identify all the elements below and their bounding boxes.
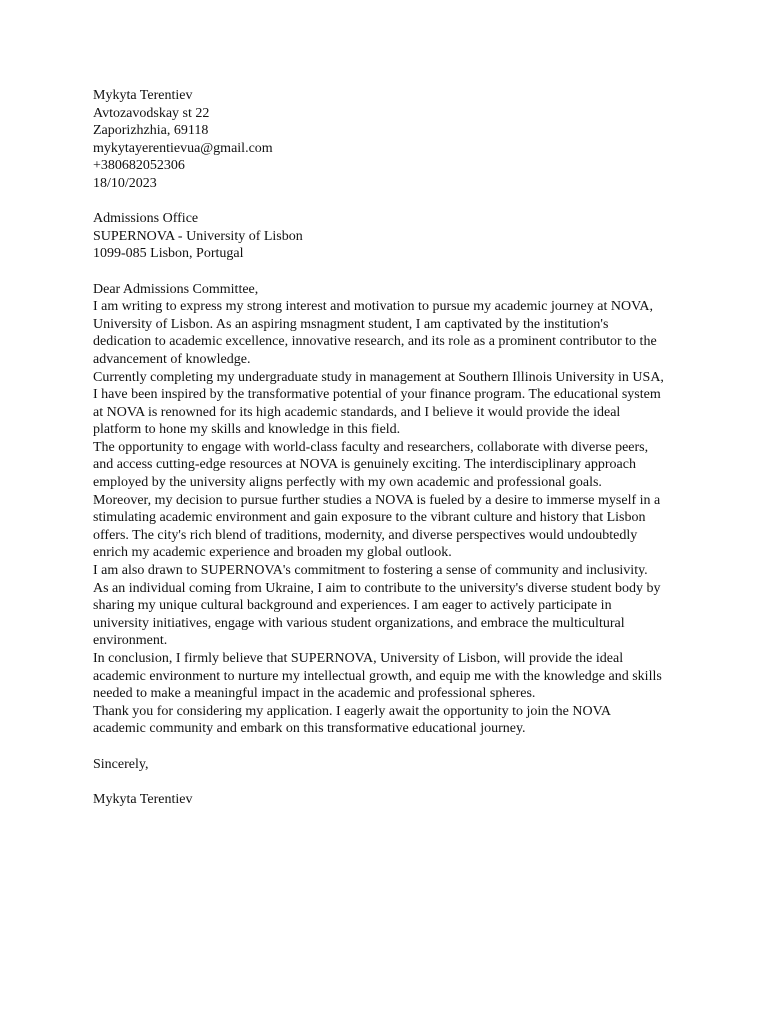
recipient-institution: SUPERNOVA - University of Lisbon — [93, 228, 303, 244]
salutation: Dear Admissions Committee, — [93, 281, 259, 297]
paragraph-line: dedication to academic excellence, innovative research, and its role as a prominent contributor to the — [93, 334, 657, 350]
recipient-address: 1099-085 Lisbon, Portugal — [93, 246, 244, 262]
paragraph-4 — [93, 492, 683, 562]
recipient-office: Admissions Office — [93, 211, 199, 227]
paragraph-line: sharing my unique cultural background and experiences. I am eager to actively participate in — [93, 598, 612, 614]
paragraph-line: I am writing to express my strong interest and motivation to pursue my academic journey at NOVA, — [93, 299, 654, 315]
paragraph-line: environment. — [93, 633, 168, 649]
paragraph-line: I have been inspired by the transformative potential of your finance program. The educational system — [93, 387, 661, 403]
letter-date: 18/10/2023 — [93, 175, 157, 191]
paragraph-line: Thank you for considering my application. I eagerly await the opportunity to join the NOVA — [93, 703, 612, 719]
paragraph-line: employed by the university aligns perfectly with my own academic and professional goals. — [93, 475, 602, 491]
signature-name: Mykyta Terentiev — [93, 791, 193, 807]
paragraph-line: Moreover, my decision to pursue further studies a NOVA is fueled by a desire to immerse myself in a — [93, 492, 661, 508]
paragraph-5 — [93, 562, 683, 650]
paragraph-line: As an individual coming from Ukraine, I aim to contribute to the university's diverse student body by — [93, 580, 661, 596]
paragraph-line: stimulating academic environment and gain exposure to the vibrant culture and history that Lisbon — [93, 510, 646, 526]
paragraph-line: University of Lisbon. As an aspiring msnagment student, I am captivated by the institution's — [93, 316, 609, 332]
paragraph-line: at NOVA is renowned for its high academic standards, and I believe it would provide the ideal — [93, 404, 621, 420]
recipient-block — [93, 210, 683, 263]
paragraph-line: and access cutting-edge resources at NOVA is genuinely exciting. The interdisciplinary approach — [93, 457, 636, 473]
closing-block — [93, 756, 683, 774]
paragraph-line: offers. The city's rich blend of traditions, modernity, and diverse perspectives would undoubtedly — [93, 527, 638, 543]
sender-street: Avtozavodskay st 22 — [93, 105, 210, 121]
paragraph-line: academic community and embark on this transformative educational journey. — [93, 721, 526, 737]
paragraph-2 — [93, 369, 683, 439]
paragraph-line: platform to hone my skills and knowledge in this field. — [93, 422, 401, 438]
sender-name: Mykyta Terentiev — [93, 88, 193, 103]
paragraph-line: academic environment to nurture my intellectual growth, and equip me with the knowledge and skills — [93, 668, 662, 684]
sender-block — [93, 87, 683, 193]
paragraph-line: The opportunity to engage with world-class faculty and researchers, collaborate with diverse peers, — [93, 439, 649, 455]
signature-block — [93, 791, 683, 809]
cover-letter — [93, 87, 683, 808]
salutation-and-intro — [93, 281, 683, 369]
paragraph-6 — [93, 650, 683, 703]
paragraph-3 — [93, 439, 683, 492]
paragraph-line: enrich my academic experience and broaden my global outlook. — [93, 545, 452, 561]
paragraph-line: Currently completing my undergraduate study in management at Southern Illinois University in USA, — [93, 369, 664, 385]
paragraph-line: I am also drawn to SUPERNOVA's commitment to fostering a sense of community and inclusivity. — [93, 563, 648, 579]
sender-phone: +380682052306 — [93, 158, 185, 174]
paragraph-1 — [93, 298, 683, 368]
paragraph-7 — [93, 703, 683, 738]
paragraph-line: In conclusion, I firmly believe that SUPERNOVA, University of Lisbon, will provide the ideal — [93, 651, 624, 666]
paragraph-line: advancement of knowledge. — [93, 351, 251, 367]
sender-city: Zaporizhzhia, 69118 — [93, 123, 209, 139]
closing: Sincerely, — [93, 756, 149, 772]
sender-email: mykytayerentievua@gmail.com — [93, 140, 273, 156]
paragraph-line: needed to make a meaningful impact in the academic and professional spheres. — [93, 686, 536, 702]
paragraph-line: university initiatives, engage with various student organizations, and embrace the multicultural — [93, 615, 625, 631]
